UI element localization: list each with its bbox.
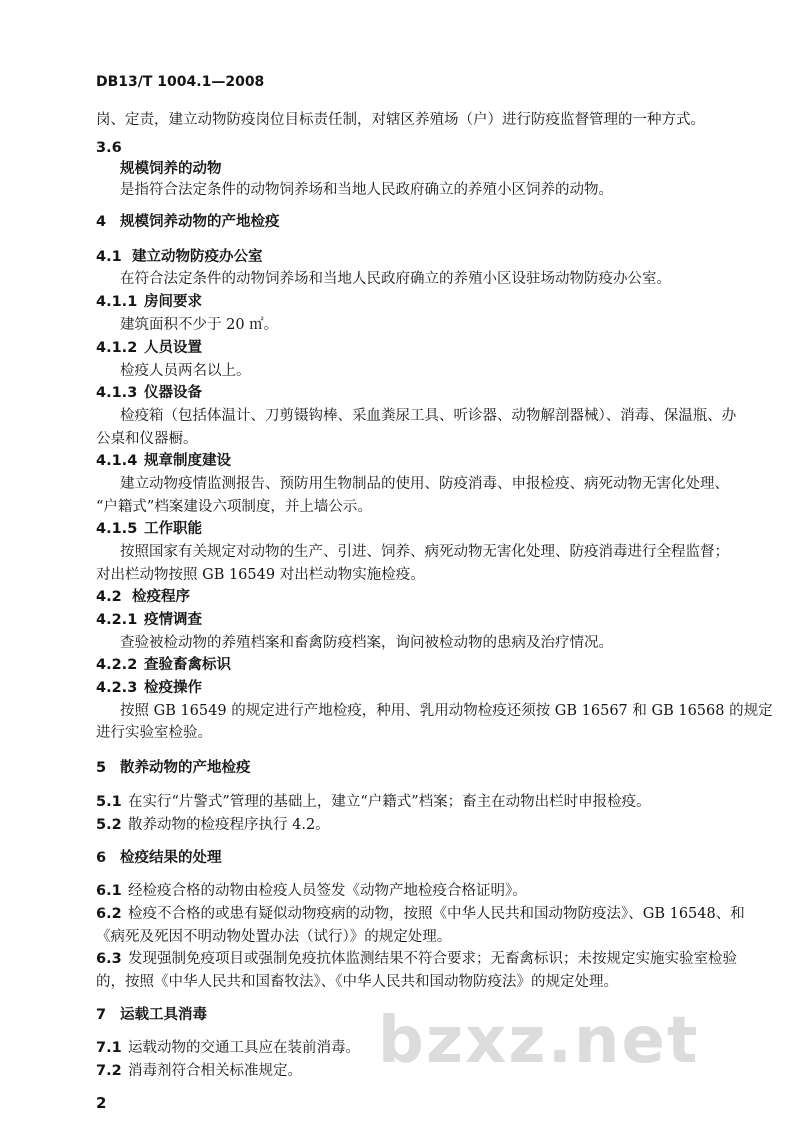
body-line: 建立动物疫情监测报告、预防用生物制品的使用、防疫消毒、申报检疫、病死动物无害化处理、 [120,476,729,492]
subsection-heading: 4.1 建立动物防疫办公室 [96,249,263,265]
clause-number-line: 3.6 [96,140,122,156]
body-line: “户籍式”档案建设六项制度，并上墙公示。 [96,499,372,515]
body-line: 是指符合法定条件的动物饲养场和当地人民政府确立的养殖小区饲养的动物。 [120,182,613,198]
body-line: 检疫箱（包括体温计、刀剪镊钩棒、采血粪尿工具、听诊器、动物解剖器械）、消毒、保温瓶、办 [120,408,737,424]
clause-line: 6.1 经检疫合格的动物由检疫人员签发《动物产地检疫合格证明》。 [96,883,527,899]
section-heading: 4 规模饲养动物的产地检疫 [96,214,280,230]
subsection-heading: 4.2 检疫程序 [96,589,190,605]
body-line: 建筑面积不少于 20 ㎡。 [120,317,279,333]
subsection-heading: 4.1.4 规章制度建设 [96,453,231,469]
body-line: 《病死及死因不明动物处置办法（试行）》的规定处理。 [96,929,452,945]
section-heading: 7 运载工具消毒 [96,1007,207,1023]
subsection-heading: 4.1.1 房间要求 [96,294,202,310]
body-line: 查验被检动物的养殖档案和畜禽防疫档案，询问被检动物的患病及治疗情况。 [120,635,613,651]
subsection-heading: 4.2.1 疫情调查 [96,612,202,628]
body-line: 的，按照《中华人民共和国畜牧法》、《中华人民共和国动物防疫法》的规定处理。 [96,974,618,990]
term-heading: 规模饲养的动物 [120,161,222,177]
body-line: 公桌和仪器橱。 [96,431,198,447]
clause-line: 7.1 运载动物的交通工具应在装前消毒。 [96,1040,360,1056]
subsection-heading: 4.1.2 人员设置 [96,340,202,356]
clause-line: 6.2 检疫不合格的或患有疑似动物疫病的动物，按照《中华人民共和国动物防疫法》、GB 16548、和 [96,906,745,922]
watermark: bzxz.net [378,1004,700,1078]
clause-line: 7.2 消毒剂符合相关标准规定。 [96,1063,302,1079]
body-line: 在符合法定条件的动物饲养场和当地人民政府确立的养殖小区设驻场动物防疫办公室。 [120,271,671,287]
subsection-heading: 4.1.5 工作职能 [96,521,202,537]
clause-line: 5.2 散养动物的检疫程序执行 4.2。 [96,817,330,833]
body-line: 岗、定责，建立动物防疫岗位目标责任制，对辖区养殖场（户）进行防疫监督管理的一种方式。 [96,112,705,128]
section-heading: 6 检疫结果的处理 [96,850,222,866]
body-line: 按照国家有关规定对动物的生产、引进、饲养、病死动物无害化处理、防疫消毒进行全程监督； [120,544,729,560]
subsection-heading: 4.2.2 查验畜禽标识 [96,657,231,673]
clause-line: 5.1 在实行“片警式”管理的基础上，建立“户籍式”档案；畜主在动物出栏时申报检疫。 [96,794,651,810]
body-line: 对出栏动物按照 GB 16549 对出栏动物实施检疫。 [96,567,425,583]
subsection-heading: 4.1.3 仪器设备 [96,385,202,401]
section-heading: 5 散养动物的产地检疫 [96,760,251,776]
clause-line: 6.3 发现强制免疫项目或强制免疫抗体监测结果不符合要求；无畜禽标识；未按规定实施实验室检验 [96,951,737,967]
standard-code: DB13/T 1004.1—2008 [96,74,265,90]
subsection-heading: 4.2.3 检疫操作 [96,680,202,696]
body-line: 按照 GB 16549 的规定进行产地检疫，种用、乳用动物检疫还须按 GB 16567 和 GB 16568 的规定 [120,703,773,719]
body-line: 检疫人员两名以上。 [120,363,251,379]
page-number: 2 [96,1094,107,1112]
body-line: 进行实验室检验。 [96,725,212,741]
